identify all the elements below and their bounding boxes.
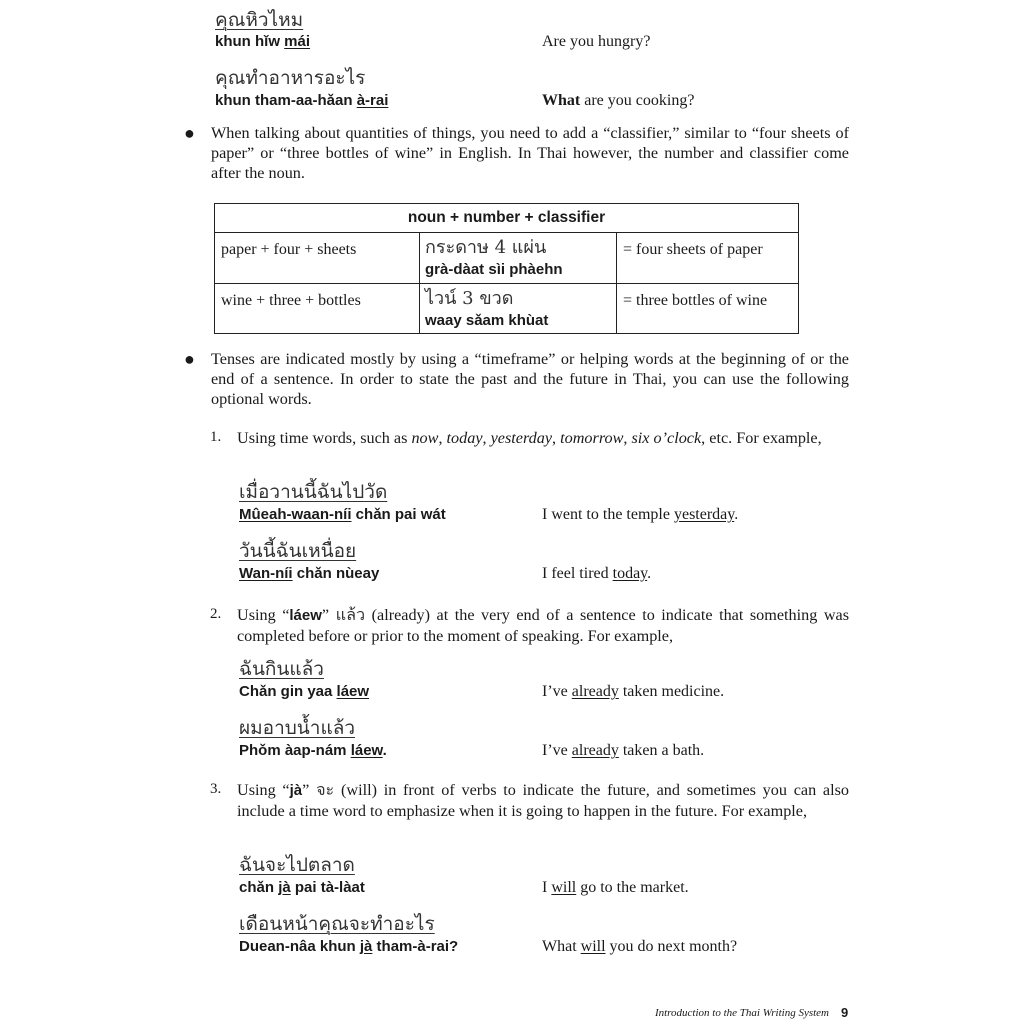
- cell-english: paper + four + sheets: [215, 233, 420, 284]
- item-text: Using “láew” แล้ว (already) at the very end of a sentence to indicate that something was completed before or prior to the moment of speaking. For example,: [237, 605, 850, 645]
- translation: What will you do next month?: [542, 938, 738, 955]
- romanization: Duean-nâa khun jà tham-à-rai?: [239, 938, 459, 955]
- romanization: khun hǐw mái: [215, 33, 311, 50]
- romanization: Phǒm àap-nám láew.: [239, 742, 387, 759]
- item-number: 1.: [210, 429, 222, 445]
- table-row: [215, 233, 799, 284]
- page-number: 9: [841, 1005, 849, 1020]
- romanization: Wan-níi chǎn nùeay: [239, 565, 380, 582]
- translation: I feel tired today.: [542, 565, 652, 582]
- thai-phrase: คุณหิวไหม: [215, 9, 304, 31]
- cell-meaning: = four sheets of paper: [617, 233, 799, 284]
- romanization: khun tham-aa-hǎan à-rai: [215, 92, 389, 109]
- romanization: Mûeah-waan-níi chǎn pai wát: [239, 506, 446, 523]
- item-text: Using time words, such as now, today, yesterday, tomorrow, six o’clock, etc. For example,: [237, 429, 822, 447]
- table-row: [215, 284, 799, 334]
- thai-phrase: ผมอาบน้ำแล้ว: [239, 717, 356, 739]
- cell-thai: กระดาษ 4 แผ่น grà-dàat sìi phàehn: [420, 233, 617, 284]
- bullet-paragraph: Tenses are indicated mostly by using a “timeframe” or helping words at the beginning of or the end of a sentence. In order to state the past and the future in Thai, you can use the following optional words.: [211, 350, 849, 408]
- translation: I went to the temple yesterday.: [542, 506, 739, 523]
- romanization: Chǎn gin yaa láew: [239, 683, 370, 700]
- thai-phrase: เมื่อวานนี้ฉันไปวัด: [239, 481, 388, 503]
- thai-phrase: คุณทำอาหารอะไร: [215, 67, 366, 89]
- table-header: noun + number + classifier: [215, 204, 799, 233]
- cell-english: wine + three + bottles: [215, 284, 420, 334]
- thai-phrase: ฉันกินแล้ว: [239, 658, 324, 680]
- bullet-paragraph: When talking about quantities of things, you need to add a “classifier,” similar to “four sheets of paper” or “three bottles of wine” in English. In Thai however, the number and classifier come after the noun.: [211, 124, 849, 182]
- translation: I’ve already taken medicine.: [542, 683, 725, 700]
- cell-meaning: = three bottles of wine: [617, 284, 799, 334]
- bullet-marker: ●: [184, 349, 195, 369]
- classifier-table: [214, 203, 799, 334]
- item-number: 2.: [210, 606, 222, 622]
- bullet-marker: ●: [184, 123, 195, 143]
- translation: I will go to the market.: [542, 879, 689, 896]
- cell-thai: ไวน์ 3 ขวด waay sǎam khùat: [420, 284, 617, 334]
- translation: What are you cooking?: [542, 92, 695, 109]
- thai-phrase: วันนี้ฉันเหนื่อย: [239, 540, 357, 562]
- item-text: Using “jà” จะ (will) in front of verbs to indicate the future, and sometimes you can also include a time word to emphasize when it is going to happen in the future. For example,: [237, 780, 849, 820]
- thai-phrase: เดือนหน้าคุณจะทำอะไร: [239, 913, 435, 935]
- running-footer: Introduction to the Thai Writing System: [654, 1007, 829, 1019]
- romanization: chǎn jà pai tà-làat: [239, 879, 365, 896]
- thai-phrase: ฉันจะไปตลาด: [239, 854, 355, 876]
- translation: Are you hungry?: [542, 33, 651, 50]
- item-number: 3.: [210, 781, 222, 797]
- translation: I’ve already taken a bath.: [542, 742, 705, 759]
